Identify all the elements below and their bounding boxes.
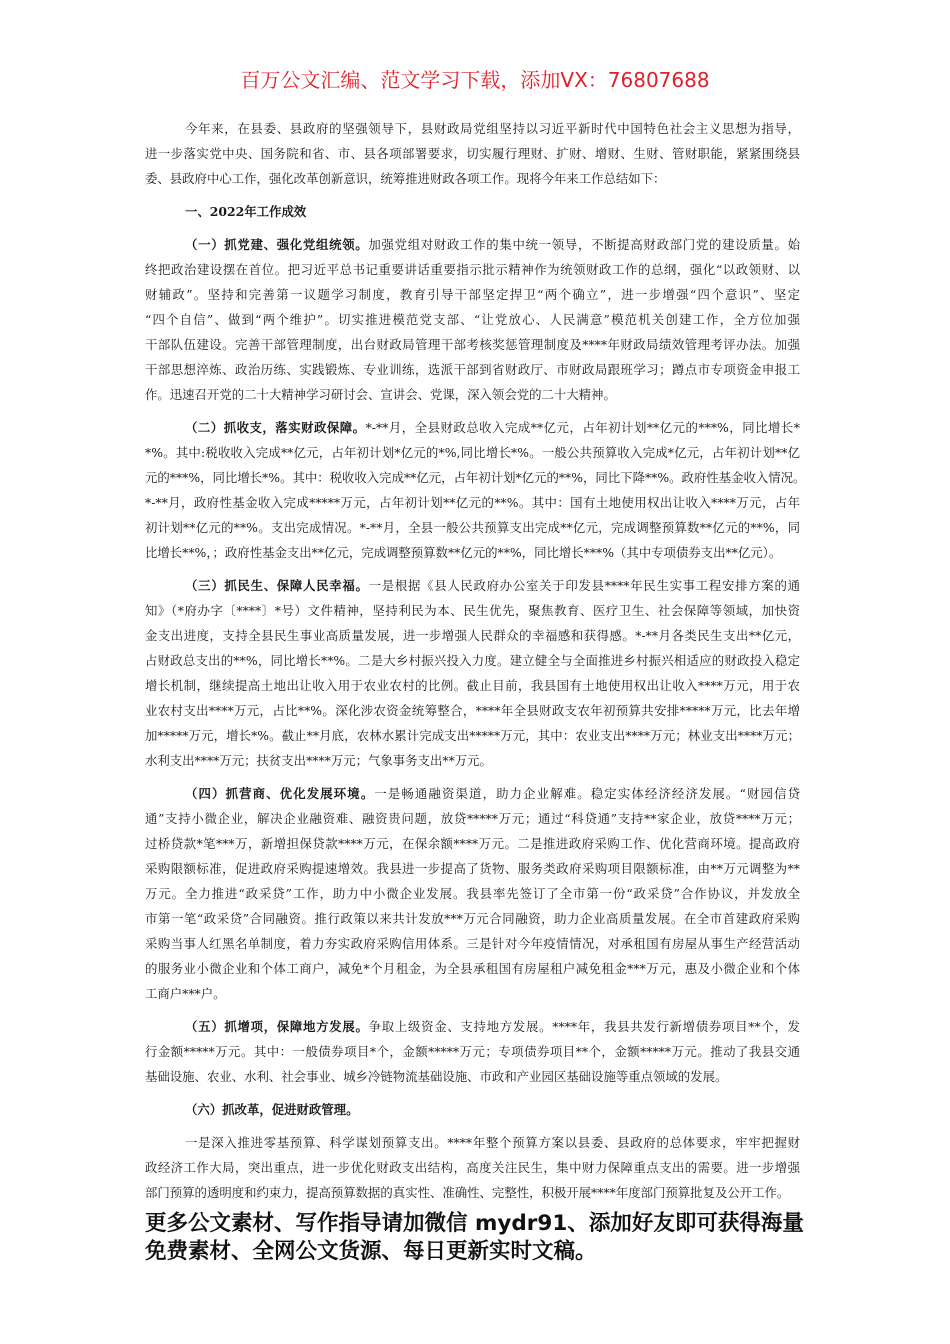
text-line xyxy=(145,906,800,931)
text-line-content: 工商户***户。 xyxy=(145,986,226,1001)
text-line xyxy=(145,415,800,440)
text-line-content: 过桥贷款*笔***万，新增担保贷款****万元，在保余额****万元。二是推进政府采购工作、优化营商环境。提高政府 xyxy=(145,836,800,851)
text-line-content: 干部队伍建设。完善干部管理制度，出台财政局管理干部考核奖惩管理制度及****年财政局绩效管理考评办法。加强 xyxy=(145,337,800,352)
text-line-content: 部门预算的透明度和约束力，提高预算数据的真实性、准确性、完整性，积极开展****年度部门预算批复及公开工作。 xyxy=(145,1185,790,1200)
text-line-content: 市第一笔“政采贷”合同融资。推行政策以来共计发放***万元合同融资，助力企业高质量发展。在全市首建政府采购 xyxy=(145,911,800,926)
text-line-content: 终把政治建设摆在首位。把习近平总书记重要讲话重要指示批示精神作为统领财政工作的总纲，强化“以政领财、以 xyxy=(145,262,800,277)
text-line-content: 加*****万元，增长*%。截止**月底，农林水累计完成支出*****万元，其中：农业支出****万元；林业支出****万元； xyxy=(145,728,800,743)
paragraph xyxy=(145,232,800,407)
text-line-content: 行金额*****万元。其中：一般债券项目*个，金额*****万元；专项债券项目**个，金额*****万元。推动了我县交通 xyxy=(145,1044,800,1059)
text-line-content: 基础设施、农业、水利、社会事业、城乡冷链物流基础设施、市政和产业园区基础设施等重点领域的发展。 xyxy=(145,1069,728,1084)
section-heading xyxy=(145,199,800,224)
text-line-content: 加强党组对财政工作的集中统一领导，不断提高财政部门党的建设质量。始 xyxy=(368,237,801,252)
text-line-content: 委、县政府中心工作，强化改革创新意识，统筹推进财政各项工作。现将今年来工作总结如下： xyxy=(145,171,666,186)
text-line xyxy=(145,598,800,623)
text-line xyxy=(145,166,800,191)
paragraph-lead-heading: （一）抓党建、强化党组统领。 xyxy=(185,237,369,252)
text-line xyxy=(145,981,800,1006)
text-line-content: 比增长**%，；政府性基金支出**亿元，完成调整预算数**亿元的**%，同比增长***%（其中专项债券支出**亿元）。 xyxy=(145,545,782,560)
text-line-content: 知》（*府办字〔****〕*号）文件精神，坚持利民为本、民生优先，聚焦教育、医疗卫生、社会保障等领域，加快资 xyxy=(145,603,800,618)
text-line-content: *%。其中:税收收入完成**亿元，占年初计划*亿元的*%,同比增长*%。一般公共预算收入完成*亿元，占年初计划**亿 xyxy=(145,445,800,460)
paragraph-lead-heading: （二）抓收支，落实财政保障。 xyxy=(185,420,366,435)
text-line xyxy=(145,1064,800,1089)
text-line-content: 进一步落实党中央、国务院和省、市、县各项部署要求，切实履行理财、扩财、增财、生财、管财职能，紧紧围绕县 xyxy=(145,146,800,161)
text-line-content: *-**月，全县财政总收入完成**亿元，占年初计划**亿元的***%，同比增长* xyxy=(365,420,801,435)
text-line-content: 一是根据《县人民政府办公室关于印发县****年民生实事工程安排方案的通 xyxy=(368,578,801,593)
section-heading xyxy=(145,1097,800,1122)
text-line-content: 采购当事人红黑名单制度，着力夯实政府采购信用体系。三是针对今年疫情情况，对承租国有房屋从事生产经营活动 xyxy=(145,936,800,951)
text-line-content: 通”支持小微企业，解决企业融资难、融资贵问题，放贷*****万元；通过“科贷通”支持**家企业，放贷****万元； xyxy=(145,811,800,826)
text-line xyxy=(145,116,800,141)
text-line xyxy=(145,831,800,856)
text-line xyxy=(145,881,800,906)
footer-promo xyxy=(145,1210,815,1266)
text-line-content: 作。迅速召开党的二十大精神学习研讨会、宣讲会、党课，深入领会党的二十大精神。 xyxy=(145,387,616,402)
text-line-content: 增长机制，继续提高土地出让收入用于农业农村的比例。截止目前，我县国有土地使用权出让收入****万元，用于农 xyxy=(145,678,800,693)
paragraph xyxy=(145,116,800,191)
text-line-content: 一是畅通融资渠道，助力企业解难。稳定实体经济经济发展。“财园信贷 xyxy=(374,786,800,801)
footer-promo-line: 更多公文素材、写作指导请加微信 mydr91、添加好友即可获得海量 xyxy=(145,1211,804,1236)
text-line xyxy=(145,648,800,673)
text-line xyxy=(145,332,800,357)
text-line-content: 初计划**亿元的**%。支出完成情况。*-**月，全县一般公共预算支出完成**亿元，完成调整预算数**亿元的**%，同 xyxy=(145,520,800,535)
text-line-content: 一是深入推进零基预算、科学谋划预算支出。****年整个预算方案以县委、县政府的总体要求，牢牢把握财 xyxy=(185,1135,800,1150)
text-line-content: 占财政总支出的**%，同比增长**%。二是大乡村振兴投入力度。建立健全与全面推进乡村振兴相适应的财政投入稳定 xyxy=(145,653,800,668)
text-line xyxy=(145,199,800,224)
text-line xyxy=(145,1155,800,1180)
text-line xyxy=(145,1180,800,1205)
text-line xyxy=(145,141,800,166)
text-line-content: 水利支出****万元；扶贫支出****万元；气象事务支出**万元。 xyxy=(145,753,492,768)
text-line xyxy=(145,282,800,307)
text-line xyxy=(145,748,800,773)
text-line-content: 争取上级资金、支持地方发展。****年，我县共发行新增债券项目**个，发 xyxy=(368,1019,801,1034)
paragraph xyxy=(145,781,800,1006)
text-line xyxy=(145,465,806,490)
text-line xyxy=(145,806,800,831)
paragraph xyxy=(145,415,806,565)
text-line xyxy=(145,232,800,257)
text-line-content: （六）抓改革，促进财政管理。 xyxy=(185,1102,359,1117)
text-line xyxy=(145,623,800,648)
text-line xyxy=(145,856,800,881)
text-line xyxy=(145,490,800,515)
text-line-content: *-**月，政府性基金收入完成*****万元，占年初计划**亿元的**%。其中：国有土地使用权出让收入****万元，占年 xyxy=(145,495,800,510)
text-line xyxy=(145,698,800,723)
paragraph-lead-heading: （四）抓营商、优化发展环境。 xyxy=(185,786,375,801)
text-line xyxy=(145,723,800,748)
text-line xyxy=(145,440,800,465)
watermark-banner: 百万公文汇编、范文学习下载，添加VX：76807688 xyxy=(240,68,710,92)
text-line xyxy=(145,357,800,382)
text-line-content: 财辅政”。坚持和完善第一议题学习制度，教育引导干部坚定捍卫“两个确立”，进一步增强“四个意识”、坚定 xyxy=(145,287,800,302)
text-line-content: 干部思想淬炼、政治历练、实践锻炼、专业训练，选派干部到省财政厅、市财政局跟班学习；蹲点市专项资金申报工 xyxy=(145,362,800,377)
text-line-content: 万元。全力推进“政采贷”工作，助力中小微企业发展。我县率先签订了全市第一份“政采贷”合作协议，并发放全 xyxy=(145,886,800,901)
paragraph-lead-heading: （三）抓民生、保障人民幸福。 xyxy=(185,578,369,593)
text-line-content: 今年来，在县委、县政府的坚强领导下，县财政局党组坚持以习近平新时代中国特色社会主义思想为指导， xyxy=(185,121,800,136)
paragraph xyxy=(145,1014,800,1089)
text-line xyxy=(145,1130,800,1155)
text-line-content: 元的***%，同比增长*%。其中：税收收入完成**亿元，占年初计划*亿元的**%，同比下降**%。政府性基金收入情况。 xyxy=(145,470,806,485)
document-body xyxy=(145,116,806,1213)
text-line xyxy=(145,781,800,806)
text-line xyxy=(145,257,800,282)
text-line xyxy=(145,515,800,540)
text-line-content: 业农村支出****万元，占比**%。深化涉农资金统筹整合，****年全县财政支农年初预算共安排*****万元，比去年增 xyxy=(145,703,800,718)
text-line-content: 采购限额标准，促进政府采购提速增效。我县进一步提高了货物、服务类政府采购项目限额标准，由**万元调整为** xyxy=(145,861,800,876)
text-line-content: 金支出进度，支持全县民生事业高质量发展，进一步增强人民群众的幸福感和获得感。*-**月各类民生支出**亿元， xyxy=(145,628,800,643)
text-line xyxy=(145,673,800,698)
text-line xyxy=(145,931,800,956)
text-line-content: 政经济工作大局，突出重点，进一步优化财政支出结构，高度关注民生，集中财力保障重点支出的需要。进一步增强 xyxy=(145,1160,800,1175)
footer-promo-line: 免费素材、全网公文货源、每日更新实时文稿。 xyxy=(145,1239,597,1264)
text-line xyxy=(145,1039,800,1064)
text-line xyxy=(145,540,800,565)
text-line-content: “四个自信”、做到“两个维护”。切实推进模范党支部、“让党放心、人民满意”模范机关创建工作，全方位加强 xyxy=(145,312,800,327)
text-line xyxy=(145,382,800,407)
text-line xyxy=(145,1014,800,1039)
paragraph xyxy=(145,573,800,773)
text-line xyxy=(145,1097,800,1122)
paragraph-lead-heading: （五）抓增项，保障地方发展。 xyxy=(185,1019,369,1034)
text-line xyxy=(145,307,800,332)
paragraph xyxy=(145,1130,800,1205)
text-line-content: 的服务业小微企业和个体工商户，减免*个月租金，为全县承租国有房屋租户减免租金***万元，惠及小微企业和个体 xyxy=(145,961,800,976)
text-line xyxy=(145,956,800,981)
text-line-content: 一、2022年工作成效 xyxy=(185,204,307,219)
text-line xyxy=(145,573,800,598)
